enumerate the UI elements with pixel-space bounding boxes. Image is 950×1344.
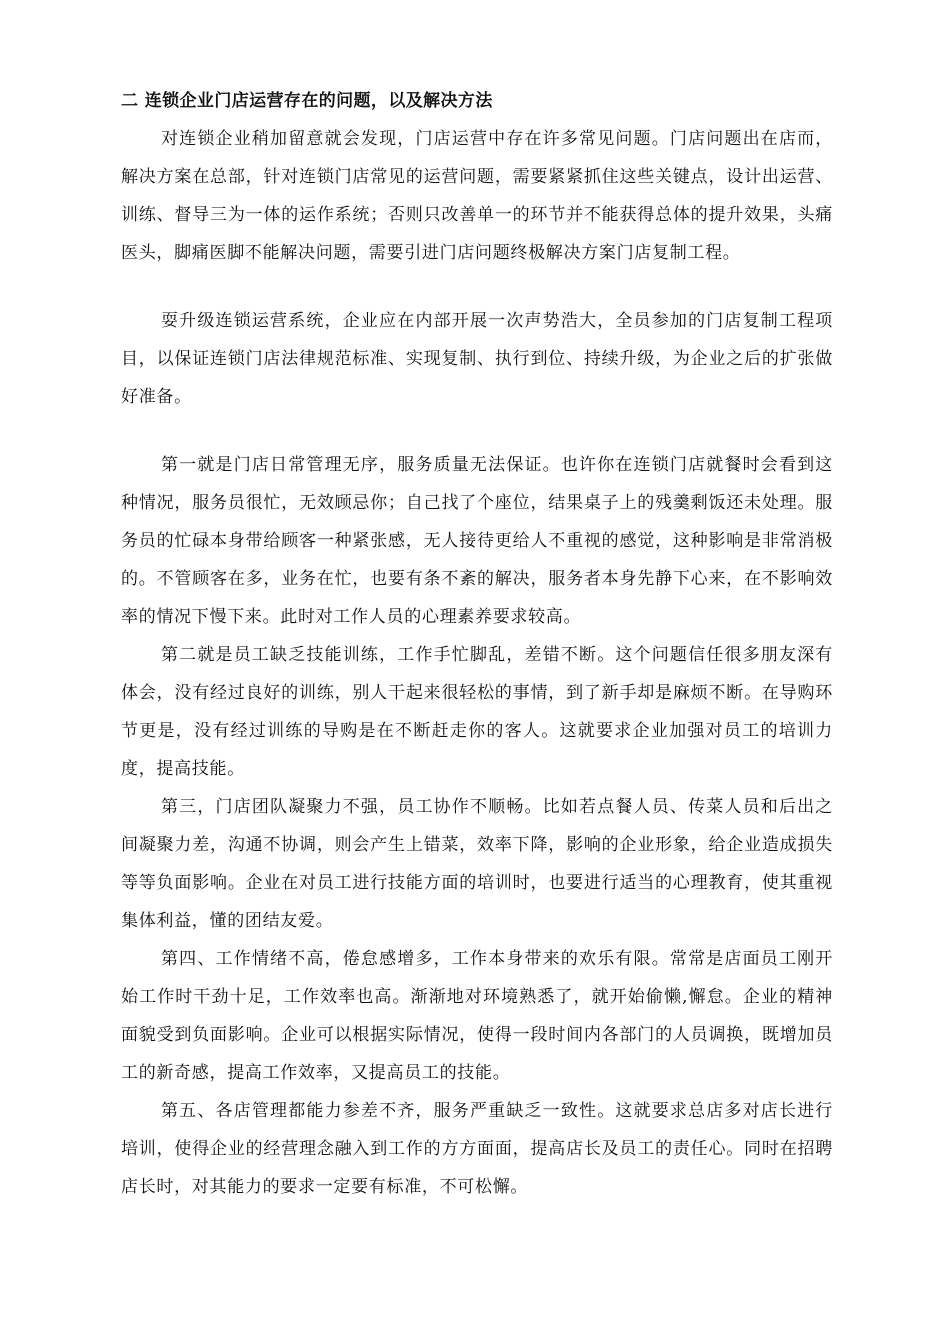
paragraph-problem-3: 第三，门店团队凝聚力不强，员工协作不顺畅。比如若点餐人员、传菜人员和后出之间凝聚力差，沟通不协调，则会产生上错菜，效率下降，影响的企业形象，给企业造成损失等等负面影响。企业在对员工进行技能方面的培训时，也要进行适当的心理教育，使其重视集体利益，懂的团结友爱。 bbox=[121, 797, 833, 931]
paragraph-spacer bbox=[121, 416, 833, 446]
paragraph-problem-1: 第一就是门店日常管理无序，服务质量无法保证。也许你在连锁门店就餐时会看到这种情况，服务员很忙，无效顾忌你；自己找了个座位，结果桌子上的残羹剩饭还未处理。服务员的忙碌本身带给顾客一种紧张感，无人接待更给人不重视的感觉，这种影响是非常消极的。不管顾客在多，业务在忙，也要有条不紊的解决，服务者本身先静下心来，在不影响效率的情况下慢下来。此时对工作人员的心理素养要求较高。 bbox=[121, 455, 833, 627]
paragraph-intro: 对连锁企业稍加留意就会发现，门店运营中存在许多常见问题。门店问题出在店而，解决方案在总部，针对连锁门店常见的运营问题，需要紧紧抓住这些关键点，设计出运营、训练、督导三为一体的运作系统；否则只改善单一的环节并不能获得总体的提升效果，头痛医头，脚痛医脚不能解决问题，需要引进门店问题终极解决方案门店复制工程。 bbox=[121, 129, 833, 263]
paragraph-problem-4: 第四、工作情绪不高，倦怠感增多，工作本身带来的欢乐有限。常常是店面员工刚开始工作时干劲十足，工作效率也高。渐渐地对环境熟悉了，就开始偷懒,懈怠。企业的精神面貌受到负面影响。企业可以根据实际情况，使得一段时间内各部门的人员调换，既增加员工的新奇感，提高工作效率，又提高员工的技能。 bbox=[121, 949, 833, 1083]
document-page bbox=[121, 82, 833, 1206]
paragraph-spacer bbox=[121, 272, 833, 302]
section-heading: 二 连锁企业门店运营存在的问题，以及解决方法 bbox=[121, 91, 493, 111]
paragraph-problem-2: 第二就是员工缺乏技能训练，工作手忙脚乱，差错不断。这个问题信任很多朋友深有体会，没有经过良好的训练，别人干起来很轻松的事情，到了新手却是麻烦不断。在导购环节更是，没有经过训练的导购是在不断赶走你的客人。这就要求企业加强对员工的培训力度，提高技能。 bbox=[121, 645, 833, 779]
paragraph-problem-5: 第五、各店管理都能力参差不齐，服务严重缺乏一致性。这就要求总店多对店长进行培训，使得企业的经营理念融入到工作的方方面面，提高店长及员工的责任心。同时在招聘店长时，对其能力的要求一定要有标准，不可松懈。 bbox=[121, 1101, 833, 1197]
paragraph-upgrade: 耍升级连锁运营系统，企业应在内部开展一次声势浩大，全员参加的门店复制工程项目，以保证连锁门店法律规范标准、实现复制、执行到位、持续升级，为企业之后的扩张做好准备。 bbox=[121, 311, 833, 407]
